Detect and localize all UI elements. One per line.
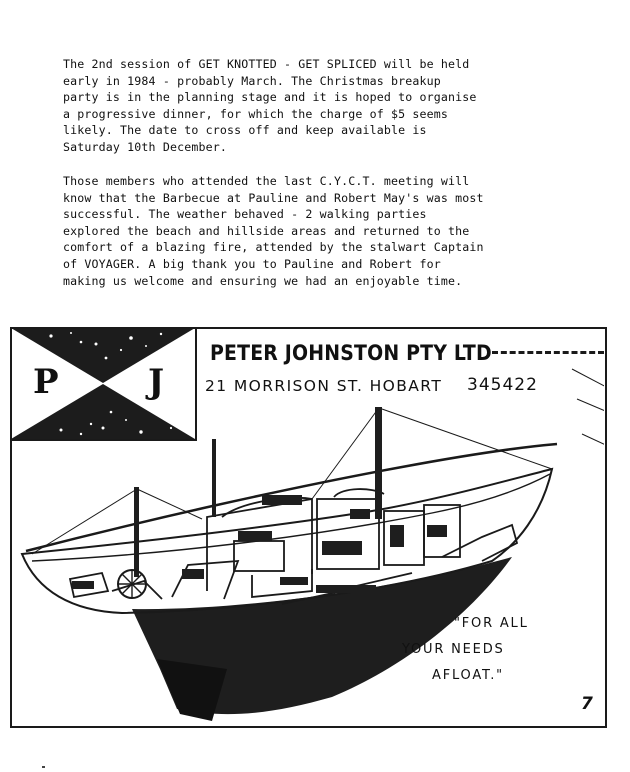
slogan-line: YOUR NEEDS xyxy=(402,642,505,657)
bulwark-line xyxy=(32,474,550,561)
paragraph-get-knotted: The 2nd session of GET KNOTTED - GET SPLICED will be held early in 1984 - probably March. The Christmas breakup party is in the planning stage and it is hoped to organise a progressive dinner, for which the charge of $5 seems likely. The date to cross off and keep available is Saturday 10th December. xyxy=(63,57,477,154)
company-phone: 345422 xyxy=(467,375,538,395)
header-dash-line xyxy=(492,351,604,354)
slogan-line: AFLOAT." xyxy=(432,668,504,683)
ad-slogan xyxy=(400,611,560,689)
slogan-line: "FOR ALL xyxy=(454,616,529,631)
flag-letter-p: P xyxy=(33,362,59,402)
flag-letter-j: J xyxy=(148,362,165,402)
company-name: PETER JOHNSTON PTY LTD xyxy=(210,341,492,365)
company-address: 21 MORRISON ST. HOBART xyxy=(205,377,443,395)
steering-wheel-spokes xyxy=(118,570,146,598)
paragraph-barbecue: Those members who attended the last C.Y.C.T. meeting will know that the Barbecue at Pauline and Robert May's was most successful. The weather behaved - 2 walking parties explored the beach and hillside areas and returned to the comfort of a blazing fire, attended by the stalwart Captain of VOYAGER. A big thank you to Pauline and Robert for making us welcome and ensuring we had an enjoyable time. xyxy=(63,174,484,288)
mizzen-mast xyxy=(134,487,139,577)
page-number: 7 xyxy=(581,694,593,714)
burgee-flag xyxy=(11,328,197,441)
advertisement-box xyxy=(10,327,607,728)
stray-mark xyxy=(42,766,45,768)
foremast-stump xyxy=(212,439,216,517)
main-mast xyxy=(375,407,382,519)
